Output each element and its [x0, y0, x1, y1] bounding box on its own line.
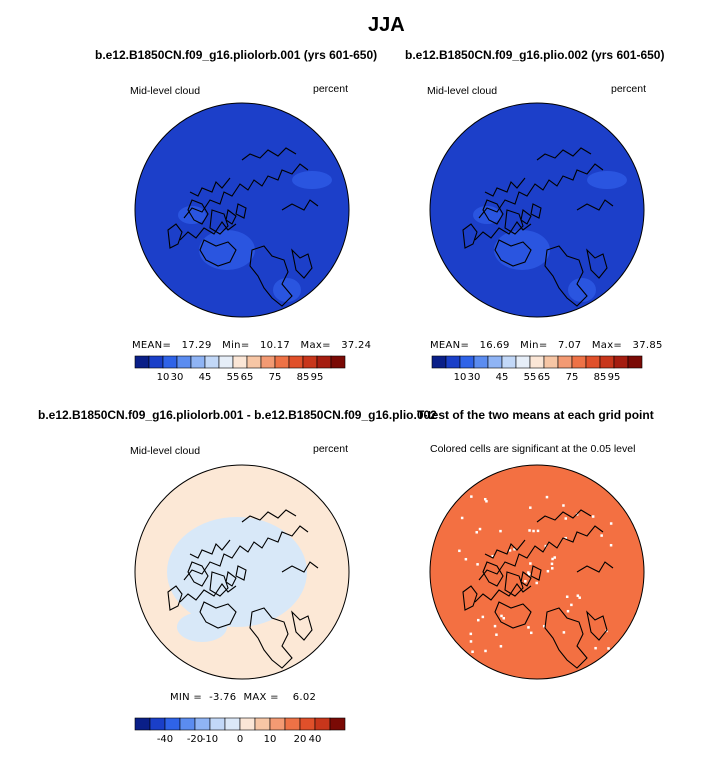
- insignificant-cell: [470, 633, 473, 636]
- map1-disk: [430, 103, 644, 317]
- colorbar-swatch: [205, 356, 219, 368]
- panel3-min: -3.76: [209, 692, 237, 703]
- panel2-mean: 16.69: [479, 340, 510, 351]
- colorbar-swatch: [177, 356, 191, 368]
- panel1-colorbar: [133, 356, 348, 386]
- insignificant-cell: [528, 529, 531, 532]
- panel2-min: 7.07: [557, 340, 582, 351]
- colorbar-swatch: [149, 356, 163, 368]
- insignificant-cell: [524, 580, 527, 583]
- map0-disk: [135, 103, 349, 317]
- colorbar-swatch: [446, 356, 460, 368]
- insignificant-cell: [551, 558, 554, 561]
- colorbar-tick-label: 95: [607, 372, 621, 383]
- insignificant-cell: [537, 530, 540, 533]
- colorbar-swatch: [210, 718, 225, 730]
- insignificant-cell: [461, 517, 464, 520]
- insignificant-cell: [503, 617, 506, 620]
- panel1-title: b.e12.B1850CN.f09_g16.pliolorb.001 (yrs 601-650): [95, 48, 378, 62]
- colorbar-swatch: [135, 718, 150, 730]
- panel4-title: T-test of the two means at each grid point: [417, 408, 654, 422]
- insignificant-cell: [477, 619, 480, 622]
- insignificant-cell: [471, 650, 474, 653]
- insignificant-cell: [563, 631, 566, 634]
- insignificant-cell: [530, 632, 533, 635]
- insignificant-cell: [553, 556, 556, 559]
- colorbar-swatch: [460, 356, 474, 368]
- panel2-title: b.e12.B1850CN.f09_g16.plio.002 (yrs 601-650): [405, 48, 665, 62]
- colorbar-tick-label: 65: [240, 372, 254, 383]
- colorbar-swatch: [195, 718, 210, 730]
- figure-title: JJA: [368, 14, 405, 36]
- insignificant-cell: [567, 610, 570, 613]
- insignificant-cell: [475, 531, 478, 534]
- insignificant-cell: [592, 515, 595, 518]
- panel3-units: percent: [313, 443, 349, 455]
- colorbar-swatch: [474, 356, 488, 368]
- colorbar-swatch: [191, 356, 205, 368]
- panel3-stats: [170, 692, 316, 703]
- colorbar-swatch: [544, 356, 558, 368]
- colorbar-tick-label: 45: [495, 372, 509, 383]
- higher-cloud-region: [292, 171, 332, 189]
- colorbar-swatch: [180, 718, 195, 730]
- panel1-stats: [132, 340, 371, 351]
- panel2-mean-label: MEAN=: [430, 340, 470, 351]
- colorbar-tick-label: 30: [467, 372, 481, 383]
- insignificant-cell: [494, 625, 497, 628]
- colorbar-tick-label: 95: [310, 372, 324, 383]
- colorbar-tick-label: 30: [170, 372, 184, 383]
- colorbar-swatch: [432, 356, 446, 368]
- colorbar-tick-label: -20: [186, 734, 204, 745]
- panel2-map: [427, 100, 647, 320]
- insignificant-cell: [610, 522, 613, 525]
- colorbar-swatch: [255, 718, 270, 730]
- panel3-left-label: Mid-level cloud: [130, 445, 201, 457]
- insignificant-cell: [610, 544, 613, 547]
- map3-disk: [430, 465, 644, 679]
- colorbar-tick-label: 55: [226, 372, 240, 383]
- panel1-min: 10.17: [259, 340, 291, 351]
- insignificant-cell: [529, 562, 532, 565]
- colorbar-swatch: [516, 356, 530, 368]
- colorbar-tick-label: 75: [565, 372, 579, 383]
- insignificant-cell: [482, 616, 485, 619]
- insignificant-cell: [495, 633, 498, 636]
- colorbar-swatch: [502, 356, 516, 368]
- panel3-max-label: MAX =: [243, 692, 279, 703]
- panel3-title: b.e12.B1850CN.f09_g16.pliolorb.001 - b.e12.B1850CN.f09_g16.plio.002: [38, 408, 437, 422]
- colorbar-swatch: [330, 718, 345, 730]
- insignificant-cell: [527, 626, 530, 629]
- colorbar-swatch: [285, 718, 300, 730]
- colorbar-tick-label: 0: [236, 734, 244, 745]
- insignificant-cell: [600, 534, 603, 537]
- insignificant-cell: [532, 530, 535, 533]
- insignificant-cell: [546, 496, 549, 499]
- panel4-left-label: Colored cells are significant at the 0.05 level: [430, 443, 636, 455]
- insignificant-cell: [500, 645, 503, 648]
- colorbar-tick-label: -40: [156, 734, 174, 745]
- colorbar-swatch: [558, 356, 572, 368]
- panel2-max: 37.85: [632, 340, 663, 351]
- insignificant-cell: [547, 570, 550, 573]
- panel1-map: [132, 100, 352, 320]
- panel2-units: percent: [611, 83, 647, 95]
- panel2-max-label: Max=: [591, 340, 623, 351]
- colorbar-swatch: [315, 718, 330, 730]
- colorbar-swatch: [247, 356, 261, 368]
- colorbar-swatch: [303, 356, 317, 368]
- colorbar-swatch: [628, 356, 642, 368]
- higher-cloud-region: [199, 230, 255, 270]
- colorbar-tick-label: 10: [453, 372, 467, 383]
- panel3-map: [132, 462, 352, 682]
- colorbar-swatch: [300, 718, 315, 730]
- panel4-map: [427, 462, 647, 682]
- insignificant-cell: [565, 517, 568, 520]
- insignificant-cell: [470, 495, 473, 498]
- panel3-colorbar: [133, 718, 348, 748]
- panel2-min-label: Min=: [520, 340, 548, 351]
- insignificant-cell: [551, 567, 554, 570]
- insignificant-cell: [465, 558, 468, 561]
- insignificant-cell: [535, 582, 538, 585]
- panel1-units: percent: [313, 83, 349, 95]
- insignificant-cell: [470, 640, 473, 643]
- insignificant-cell: [607, 647, 610, 650]
- colorbar-swatch: [163, 356, 177, 368]
- colorbar-swatch: [135, 356, 149, 368]
- colorbar-swatch: [572, 356, 586, 368]
- insignificant-cell: [500, 615, 503, 618]
- colorbar-tick-label: 65: [537, 372, 551, 383]
- insignificant-cell: [476, 563, 479, 566]
- panel1-min-label: Min=: [222, 340, 250, 351]
- colorbar-swatch: [289, 356, 303, 368]
- higher-cloud-region: [587, 171, 627, 189]
- insignificant-cell: [527, 571, 530, 574]
- colorbar-tick-label: 45: [198, 372, 212, 383]
- colorbar-tick-label: 55: [523, 372, 537, 383]
- panel3-min-label: MIN =: [170, 692, 203, 703]
- panel2-left-label: Mid-level cloud: [427, 85, 498, 97]
- colorbar-swatch: [233, 356, 247, 368]
- insignificant-cell: [570, 604, 573, 607]
- colorbar-swatch: [270, 718, 285, 730]
- panel1-mean-label: MEAN=: [132, 340, 172, 351]
- panel2-stats: [430, 340, 663, 351]
- insignificant-cell: [529, 506, 532, 509]
- insignificant-cell: [479, 528, 482, 531]
- colorbar-swatch: [219, 356, 233, 368]
- colorbar-swatch: [586, 356, 600, 368]
- colorbar-tick-label: -10: [201, 734, 219, 745]
- colorbar-tick-label: 40: [308, 734, 322, 745]
- insignificant-cell: [566, 596, 569, 599]
- panel3-max: 6.02: [292, 692, 317, 703]
- colorbar-swatch: [317, 356, 331, 368]
- colorbar-tick-label: 10: [156, 372, 170, 383]
- insignificant-cell: [458, 550, 461, 553]
- colorbar-swatch: [150, 718, 165, 730]
- colorbar-swatch: [225, 718, 240, 730]
- higher-cloud-region: [494, 230, 550, 270]
- colorbar-swatch: [488, 356, 502, 368]
- colorbar-tick-label: 75: [268, 372, 282, 383]
- colorbar-swatch: [275, 356, 289, 368]
- colorbar-tick-label: 20: [293, 734, 307, 745]
- panel1-max-label: Max=: [300, 340, 331, 351]
- panel1-max: 37.24: [341, 340, 372, 351]
- insignificant-cell: [562, 504, 565, 507]
- panel2-colorbar: [430, 356, 645, 386]
- insignificant-cell: [594, 647, 597, 650]
- colorbar-swatch: [240, 718, 255, 730]
- colorbar-tick-label: 85: [593, 372, 607, 383]
- colorbar-swatch: [331, 356, 345, 368]
- panel1-left-label: Mid-level cloud: [130, 85, 201, 97]
- colorbar-swatch: [165, 718, 180, 730]
- insignificant-cell: [484, 498, 487, 501]
- insignificant-cell: [484, 650, 487, 653]
- insignificant-cell: [577, 594, 580, 597]
- insignificant-cell: [499, 530, 502, 533]
- colorbar-tick-label: 10: [263, 734, 277, 745]
- colorbar-swatch: [261, 356, 275, 368]
- colorbar-tick-label: 85: [296, 372, 310, 383]
- colorbar-swatch: [600, 356, 614, 368]
- insignificant-cell: [551, 563, 554, 566]
- colorbar-swatch: [614, 356, 628, 368]
- panel1-mean: 17.29: [181, 340, 212, 351]
- colorbar-swatch: [530, 356, 544, 368]
